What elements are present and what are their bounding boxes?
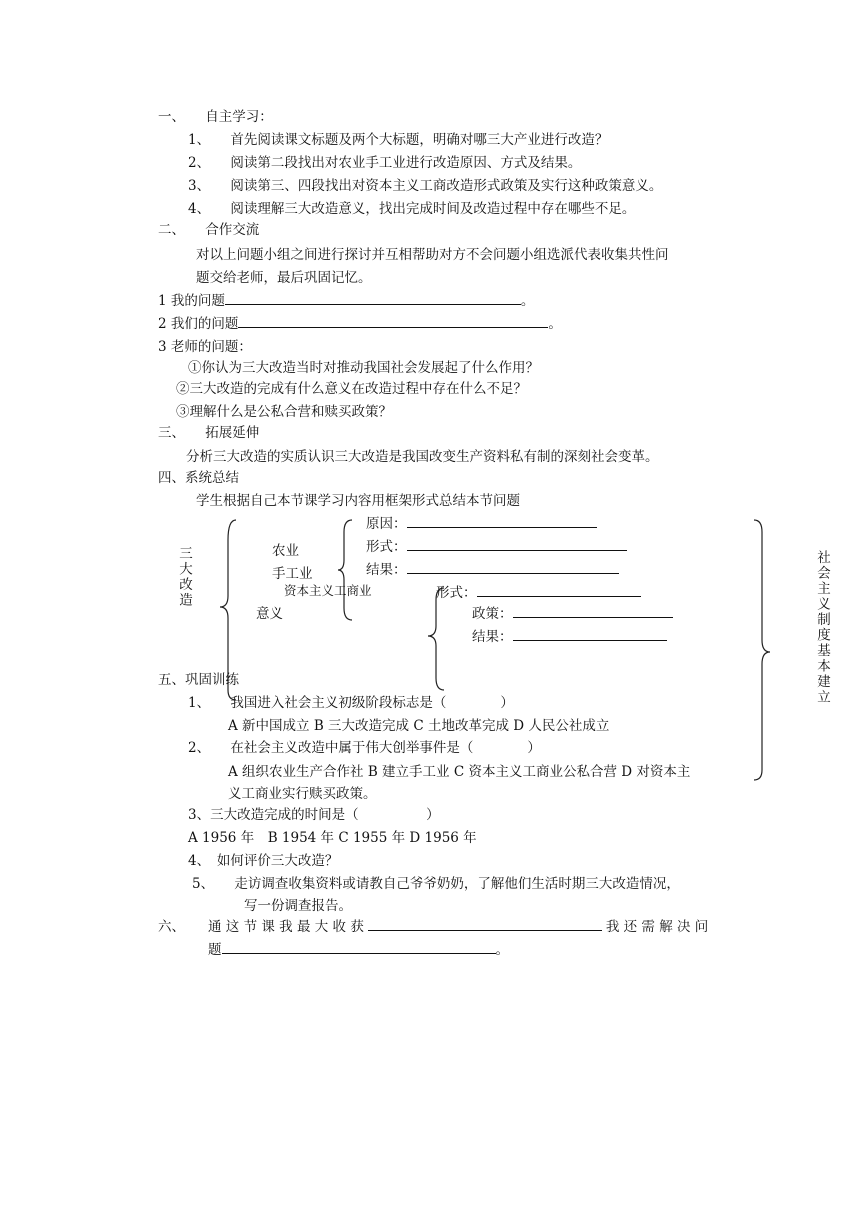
- period: 。: [495, 942, 509, 958]
- form-line: [366, 538, 627, 556]
- exercise-4: 4、 如何评价三大改造？: [188, 853, 339, 869]
- exercise-1-options: A 新中国成立 B 三大改造完成 C 土地改革完成 D 人民公社成立: [228, 718, 610, 734]
- s6-need-text: 我 还 需 解 决 问: [605, 919, 709, 935]
- problem-blank[interactable]: [222, 941, 496, 954]
- policy-blank[interactable]: [513, 605, 673, 618]
- s6-gain-text: 通 这 节 课 我 最 大 收 获: [208, 919, 364, 935]
- my-question-label: 1 我的问题: [158, 293, 225, 309]
- exercise-2: 2、 在社会主义改造中属于伟大创举事件是（ ）: [188, 740, 541, 756]
- section-4-title: 四、系统总结: [158, 470, 239, 486]
- s3-text: 分析三大改造的实质认识三大改造是我国改变生产资料私有制的深刻社会变革。: [186, 449, 659, 465]
- exercise-1: 1、 我国进入社会主义初级阶段标志是（ ）: [188, 695, 514, 711]
- form-blank[interactable]: [407, 538, 627, 551]
- exercise-5-line-2: 写一份调查报告。: [244, 898, 352, 914]
- s4-text: 学生根据自己本节课学习内容用框架形式总结本节问题: [196, 493, 520, 509]
- section-6-number: 六、: [158, 919, 185, 935]
- exercise-3: 3、三大改造完成的时间是（ ）: [188, 807, 440, 823]
- form-label: 形式：: [366, 539, 407, 555]
- form2-label: 形式：: [436, 585, 477, 601]
- result2-label: 结果：: [472, 629, 513, 645]
- teacher-question-label: 3 老师的问题：: [158, 339, 252, 355]
- teacher-question-3: ③理解什么是公私合营和赎买政策？: [176, 404, 392, 420]
- s1-item-1: 1、 首先阅读课文标题及两个大标题，明确对哪三大产业进行改造？: [188, 132, 609, 148]
- section-2-title: 二、 合作交流: [158, 222, 260, 238]
- capitalist-commerce-label: 资本主义工商业: [284, 583, 372, 598]
- period: 。: [520, 293, 535, 309]
- s2-para-line-2: 题交给老师，最后巩固记忆。: [196, 270, 372, 286]
- reason-blank[interactable]: [407, 515, 597, 528]
- result2-line: [472, 628, 667, 646]
- result-line: [366, 561, 619, 579]
- s6-problem-text: 题: [208, 942, 222, 958]
- section-6-line-2: [208, 941, 509, 959]
- exercise-2-options-1: A 组织农业生产合作社 B 建立手工业 C 资本主义工商业公私合营 D 对资本主: [228, 764, 691, 780]
- our-question-label: 2 我们的问题: [158, 316, 239, 332]
- section-6-line-1: [208, 918, 708, 936]
- s1-item-2: 2、 阅读第二段找出对农业手工业进行改造原因、方式及结果。: [188, 155, 582, 171]
- right-brace: [754, 520, 770, 780]
- handicraft-label: 手工业: [272, 566, 313, 582]
- s2-para-line-1: 对以上问题小组之间进行探讨并互相帮助对方不会问题小组选派代表收集共性问: [196, 247, 669, 263]
- result-blank[interactable]: [407, 561, 619, 574]
- teacher-question-2: ②三大改造的完成有什么意义在改造过程中存在什么不足？: [176, 381, 527, 397]
- teacher-question-1: ①你认为三大改造当时对推动我国社会发展起了什么作用？: [188, 360, 539, 376]
- agriculture-label: 农业: [272, 543, 299, 559]
- s1-item-4: 4、 阅读理解三大改造意义，找出完成时间及改造过程中存在哪些不足。: [188, 201, 636, 217]
- result-label: 结果：: [366, 562, 407, 578]
- exercise-3-options: A 1956 年 B 1954 年 C 1955 年 D 1956 年: [188, 830, 477, 846]
- three-reforms-label: 三大改造: [176, 546, 192, 608]
- meaning-label: 意义: [256, 606, 283, 622]
- socialist-system-label: 社会主义制度基本建立: [814, 550, 830, 705]
- policy-label: 政策：: [472, 606, 513, 622]
- exercise-2-options-2: 义工商业实行赎买政策。: [228, 786, 377, 802]
- gain-blank[interactable]: [368, 918, 602, 931]
- period: 。: [548, 316, 562, 332]
- s1-item-3: 3、 阅读第三、四段找出对资本主义工商改造形式政策及实行这种政策意义。: [188, 178, 663, 194]
- section-3-title: 三、 拓展延伸: [158, 425, 260, 441]
- section-1-title: 一、 自主学习：: [158, 109, 273, 125]
- commerce-brace: [428, 588, 444, 690]
- reason-label: 原因：: [366, 516, 407, 532]
- exercise-5-line-1: 5、 走访调查收集资料或请教自己爷爷奶奶，了解他们生活时期三大改造情况，: [192, 876, 680, 892]
- form2-line: [436, 584, 641, 602]
- agri-brace: [338, 520, 352, 620]
- reason-line: [366, 515, 597, 533]
- policy-line: [472, 605, 673, 623]
- section-5-title: 五、巩固训练: [158, 672, 239, 688]
- form2-blank[interactable]: [477, 584, 641, 597]
- result2-blank[interactable]: [513, 628, 667, 641]
